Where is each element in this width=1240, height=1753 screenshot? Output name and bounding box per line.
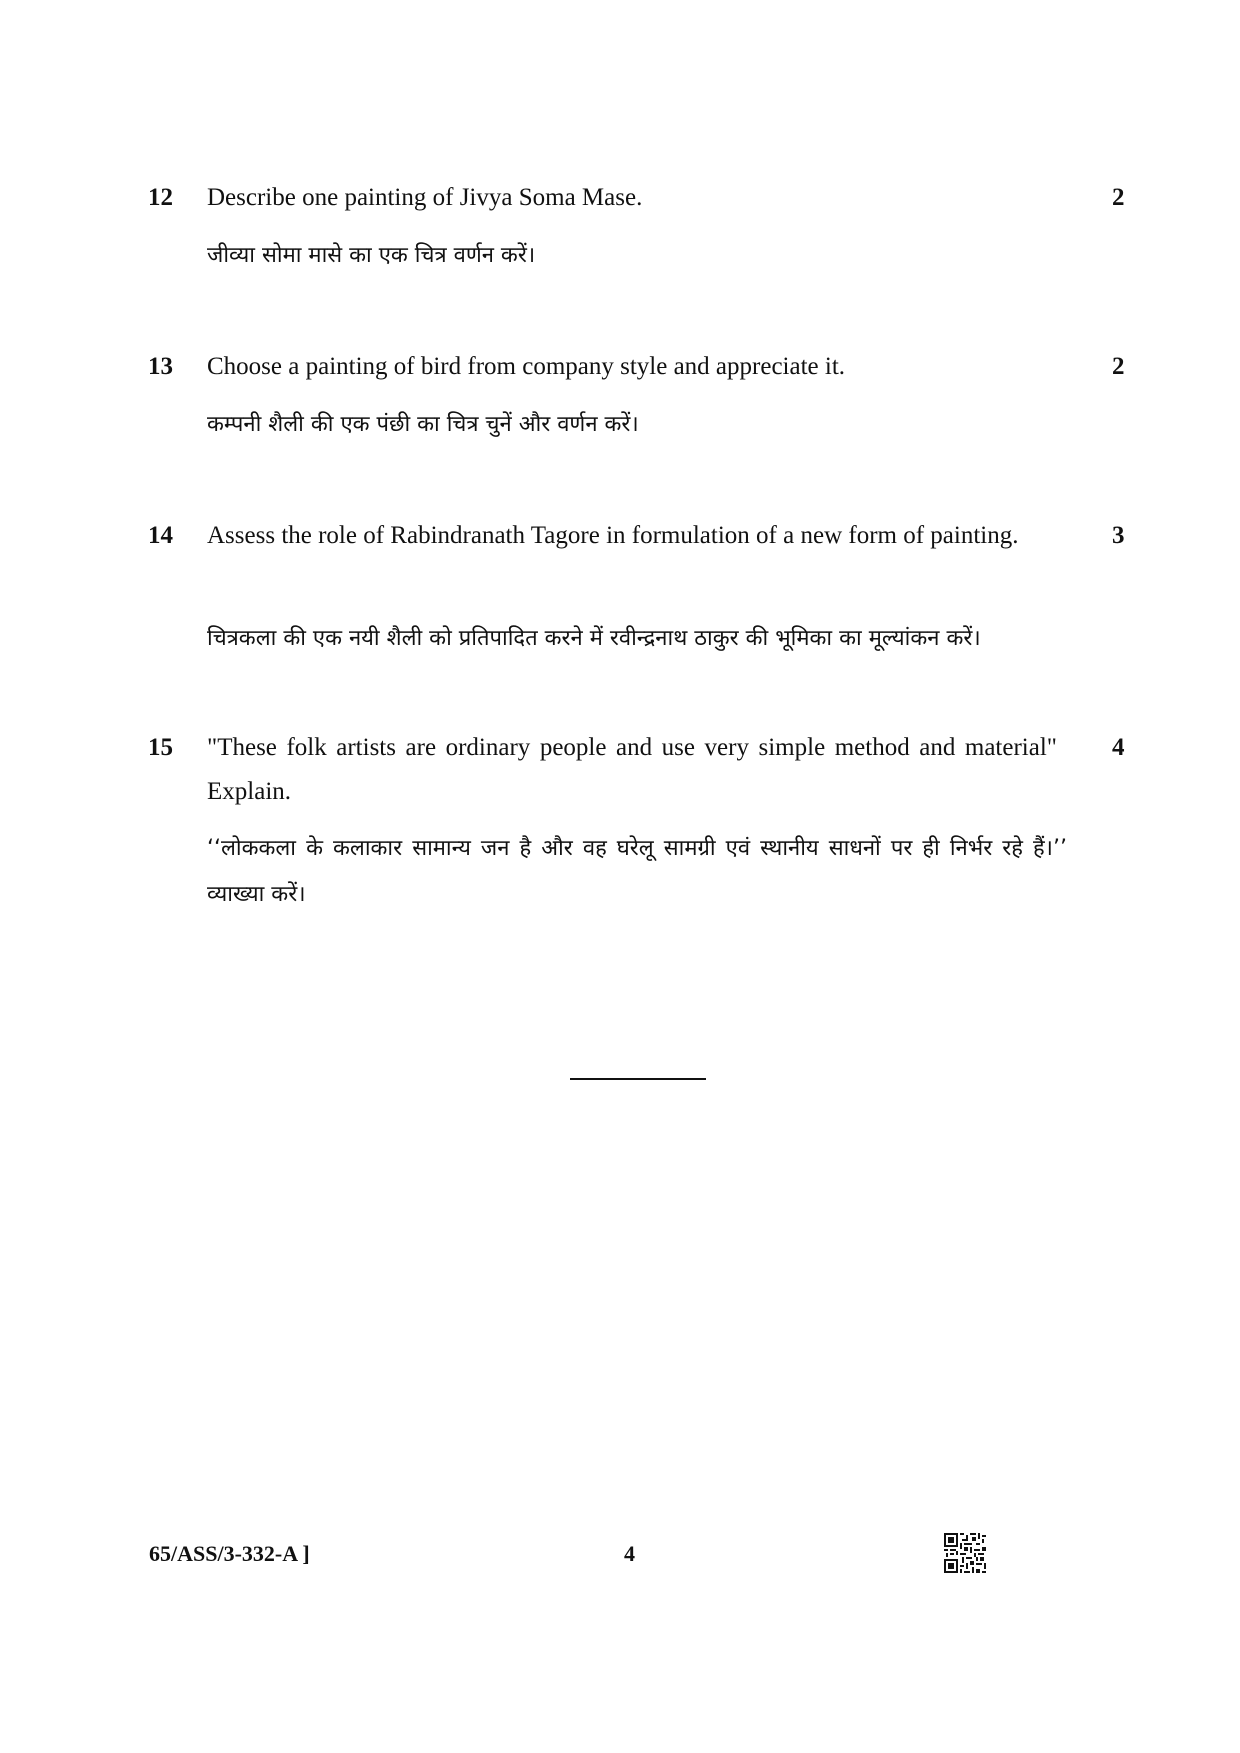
question-marks: 4	[1112, 734, 1125, 761]
question-number: 12	[148, 184, 173, 211]
question-text-english: Choose a painting of bird from company style and appreciate it.	[207, 353, 846, 380]
paper-code: 65/ASS/3-332-A ]	[149, 1541, 310, 1566]
question-number: 13	[148, 353, 173, 380]
qr-code-icon	[944, 1533, 986, 1573]
page-number: 4	[624, 1541, 635, 1566]
question-text-hindi: कम्पनी शैली की एक पंछी का चित्र चुनें और वर्णन करें।	[207, 412, 639, 437]
question-number: 14	[148, 522, 173, 549]
end-of-paper-divider	[570, 1078, 706, 1080]
question-text-hindi: चित्रकला की एक नयी शैली को प्रतिपादित करने में रवीन्द्रनाथ ठाकुर की भूमिका का मूल्यांकन करें।	[207, 626, 981, 651]
question-number: 15	[148, 734, 173, 761]
question-marks: 3	[1112, 522, 1125, 549]
question-text-english: Assess the role of Rabindranath Tagore in formulation of a new form of painting.	[207, 522, 1019, 549]
question-text-hindi: ‘‘लोककला के कलाकार सामान्य जन है और वह घरेलू सामग्री एवं स्थानीय साधनों पर ही निर्भर रहे हैं।’’ व्याख्या करें।	[207, 836, 1067, 907]
question-text-english: "These folk artists are ordinary people and use very simple method and material" Explain.	[207, 734, 1057, 805]
question-marks: 2	[1112, 353, 1125, 380]
question-text-hindi: जीव्या सोमा मासे का एक चित्र वर्णन करें।	[207, 243, 536, 268]
question-marks: 2	[1112, 184, 1125, 211]
question-text-english: Describe one painting of Jivya Soma Mase.	[207, 184, 643, 211]
